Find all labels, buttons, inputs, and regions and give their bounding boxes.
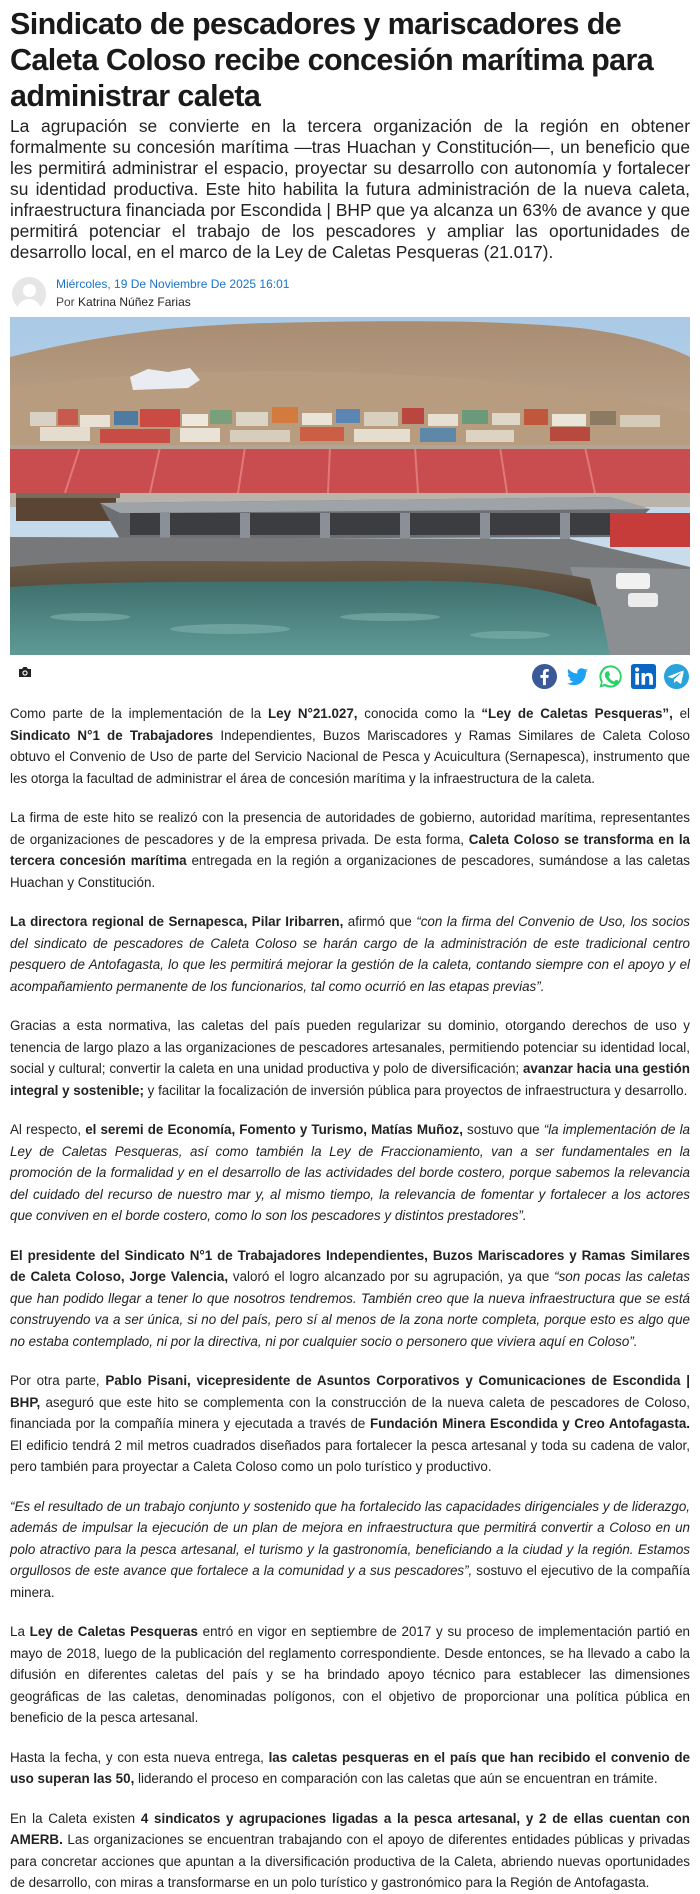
camera-icon <box>18 666 32 678</box>
media-row <box>10 661 690 691</box>
paragraph-5: Al respecto, el seremi de Economía, Fomento y Turismo, Matías Muñoz, sostuvo que “la implementación de la Ley de Caletas Pesqueras, así como también la Ley de Fraccionamiento, van a ser fundamentales en la promoción de la formalidad y en el desarrollo de las actividades del borde costero, porque sabemos la relevancia del cuidado del recurso de nuestro mar y, al mismo tiempo, la relevancia de fomentar y fortalecer a los actores que conviven en el borde costero, como lo son los pescadores y distintos prestadores”. <box>10 1122 690 1223</box>
paragraph-2: La firma de este hito se realizó con la presencia de autoridades de gobierno, autoridad marítima, representantes de organizaciones de pescadores y de la empresa privada. De esta forma, Caleta Coloso se transforma en la tercera concesión marítima entregada en la región a organizaciones de pescadores, sumándose a las caletas Huachan y Constitución. <box>10 810 690 890</box>
user-avatar-icon <box>12 277 46 311</box>
hero-image <box>10 317 690 655</box>
author-name[interactable]: Katrina Núñez Farias <box>78 295 191 309</box>
paragraph-3: La directora regional de Sernapesca, Pilar Iribarren, afirmó que “con la firma del Convenio de Uso, los socios del sindicato de pescadores de Caleta Coloso se harán cargo de la administración de este tradicional centro pesquero de Antofagasta, lo que les permitirá mejorar la gestión de la caleta, contando siempre con el apoyo y el acompañamiento permanente de los funcionarios, tal como ocurrió en las etapas previas”. <box>10 914 691 994</box>
publish-date: Miércoles, 19 De Noviembre De 2025 16:01 <box>56 277 290 291</box>
paragraph-4: Gracias a esta normativa, las caletas del país pueden regularizar su dominio, otorgando derechos de uso y tenencia de largo plazo a las organizaciones de pescadores artesanales, permitiendo potenciar su identidad local, social y cultural; convertir la caleta en una unidad productiva y polo de diversificación; avanzar hacia una gestión integral y sostenible; y facilitar la focalización de inversión pública para proyectos de infraestructura y desarrollo. <box>10 1018 690 1098</box>
article-body <box>10 703 690 1894</box>
telegram-icon[interactable] <box>663 663 690 690</box>
paragraph-11: En la Caleta existen 4 sindicatos y agrupaciones ligadas a la pesca artesanal, y 2 de ellas cuentan con AMERB. Las organizaciones se encuentran trabajando con el apoyo de diferentes entidades públicas y privadas para concretar acciones que apuntan a la diversificación productiva de la Caleta, abriendo nuevas oportunidades de desarrollo, con miras a transformarse en un polo turístico y gastronómico para la Región de Antofagasta. <box>10 1810 690 1890</box>
paragraph-1: Como parte de la implementación de la Ley N°21.027, conocida como la “Ley de Caletas Pesqueras”, el Sindicato N°1 de Trabajadores Independientes, Buzos Mariscadores y Ramas Similares de Caleta Coloso obtuvo el Convenio de Uso de parte del Servicio Nacional de Pesca y Acuicultura (Sernapesca), instrumento que les otorga la facultad de administrar el área de concesión marítima y la infraestructura de la caleta. <box>10 706 690 786</box>
linkedin-icon[interactable] <box>630 663 657 690</box>
paragraph-9: La Ley de Caletas Pesqueras entró en vigor en septiembre de 2017 y su proceso de implementación partió en mayo de 2018, luego de la publicación del reglamento correspondiente. Desde entonces, se ha llevado a cabo la difusión en diferentes caletas del país y se ha brindado apoyo técnico para establecer las dimensiones geográficas de las caletas, denominadas polígonos, con el objetivo de proporcionar una política pública en beneficio de la pesca artesanal. <box>10 1624 690 1725</box>
whatsapp-icon[interactable] <box>597 663 624 690</box>
paragraph-10: Hasta la fecha, y con esta nueva entrega, las caletas pesqueras en el país que han recibido el convenio de uso superan las 50, liderando el proceso en comparación con las caletas que aún se encuentran en trámite. <box>10 1749 690 1786</box>
facebook-icon[interactable] <box>531 663 558 690</box>
article-lead: La agrupación se convierte en la tercera organización de la región en obtener formalmente su concesión marítima —tras Huachan y Constitución—, un beneficio que les permitirá administrar el espacio, proyectar su desarrollo con autonomía y fortalecer su identidad productiva. Este hito habilita la futura administración de la nueva caleta, infraestructura financiada por Escondida | BHP que ya alcanza un 63% de avance y que permitirá potenciar el trabajo de los pescadores y ampliar las oportunidades de desarrollo local, en el marco de la Ley de Caletas Pesqueras (21.017). <box>10 116 690 262</box>
share-buttons <box>531 663 690 690</box>
author-prefix: Por <box>56 295 75 309</box>
article-title: Sindicato de pescadores y mariscadores de Caleta Coloso recibe concesión marítima para administrar caleta <box>10 7 654 113</box>
byline-text <box>56 275 289 311</box>
twitter-icon[interactable] <box>564 663 591 690</box>
paragraph-6: El presidente del Sindicato N°1 de Trabajadores Independientes, Buzos Mariscadores y Ramas Similares de Caleta Coloso, Jorge Valencia, valoró el logro alcanzado por su agrupación, ya que “son pocas las caletas que han podido llegar a tener lo que nosotros tendremos. También creo que la nueva infraestructura que se está construyendo va a ser única, si no del país, pero sí al menos de la zona norte completa, porque esto es algo que no estaba contemplado, ni por la directiva, ni por cualquier socio o personero que viviera aquí en Coloso”. <box>10 1247 690 1349</box>
paragraph-8: “Es el resultado de un trabajo conjunto y sostenido que ha fortalecido las capacidades dirigenciales y de liderazgo, además de impulsar la ejecución de un plan de mejora en infraestructura que permitirá convertir a Coloso en un polo atractivo para la pesca artesanal, el turismo y la gastronomía, beneficiando a la ciudad y la región. Estamos orgullosos de este avance que fortalece a la comunidad y a sus pescadores”, sostuvo el ejecutivo de la compañía minera. <box>10 1498 690 1600</box>
paragraph-7: Por otra parte, Pablo Pisani, vicepresidente de Asuntos Corporativos y Comunicaciones de Escondida | BHP, aseguró que este hito se complementa con la construcción de la nueva caleta de pescadores de Coloso, financiada por la compañía minera y ejecutada a través de Fundación Minera Escondida y Creo Antofagasta. El edificio tendrá 2 mil metros cuadrados diseñados para fortalecer la pesca artesanal y toda su cadena de valor, pero también para proyectar a Caleta Coloso como un polo turístico y productivo. <box>10 1373 690 1474</box>
byline <box>10 275 690 313</box>
